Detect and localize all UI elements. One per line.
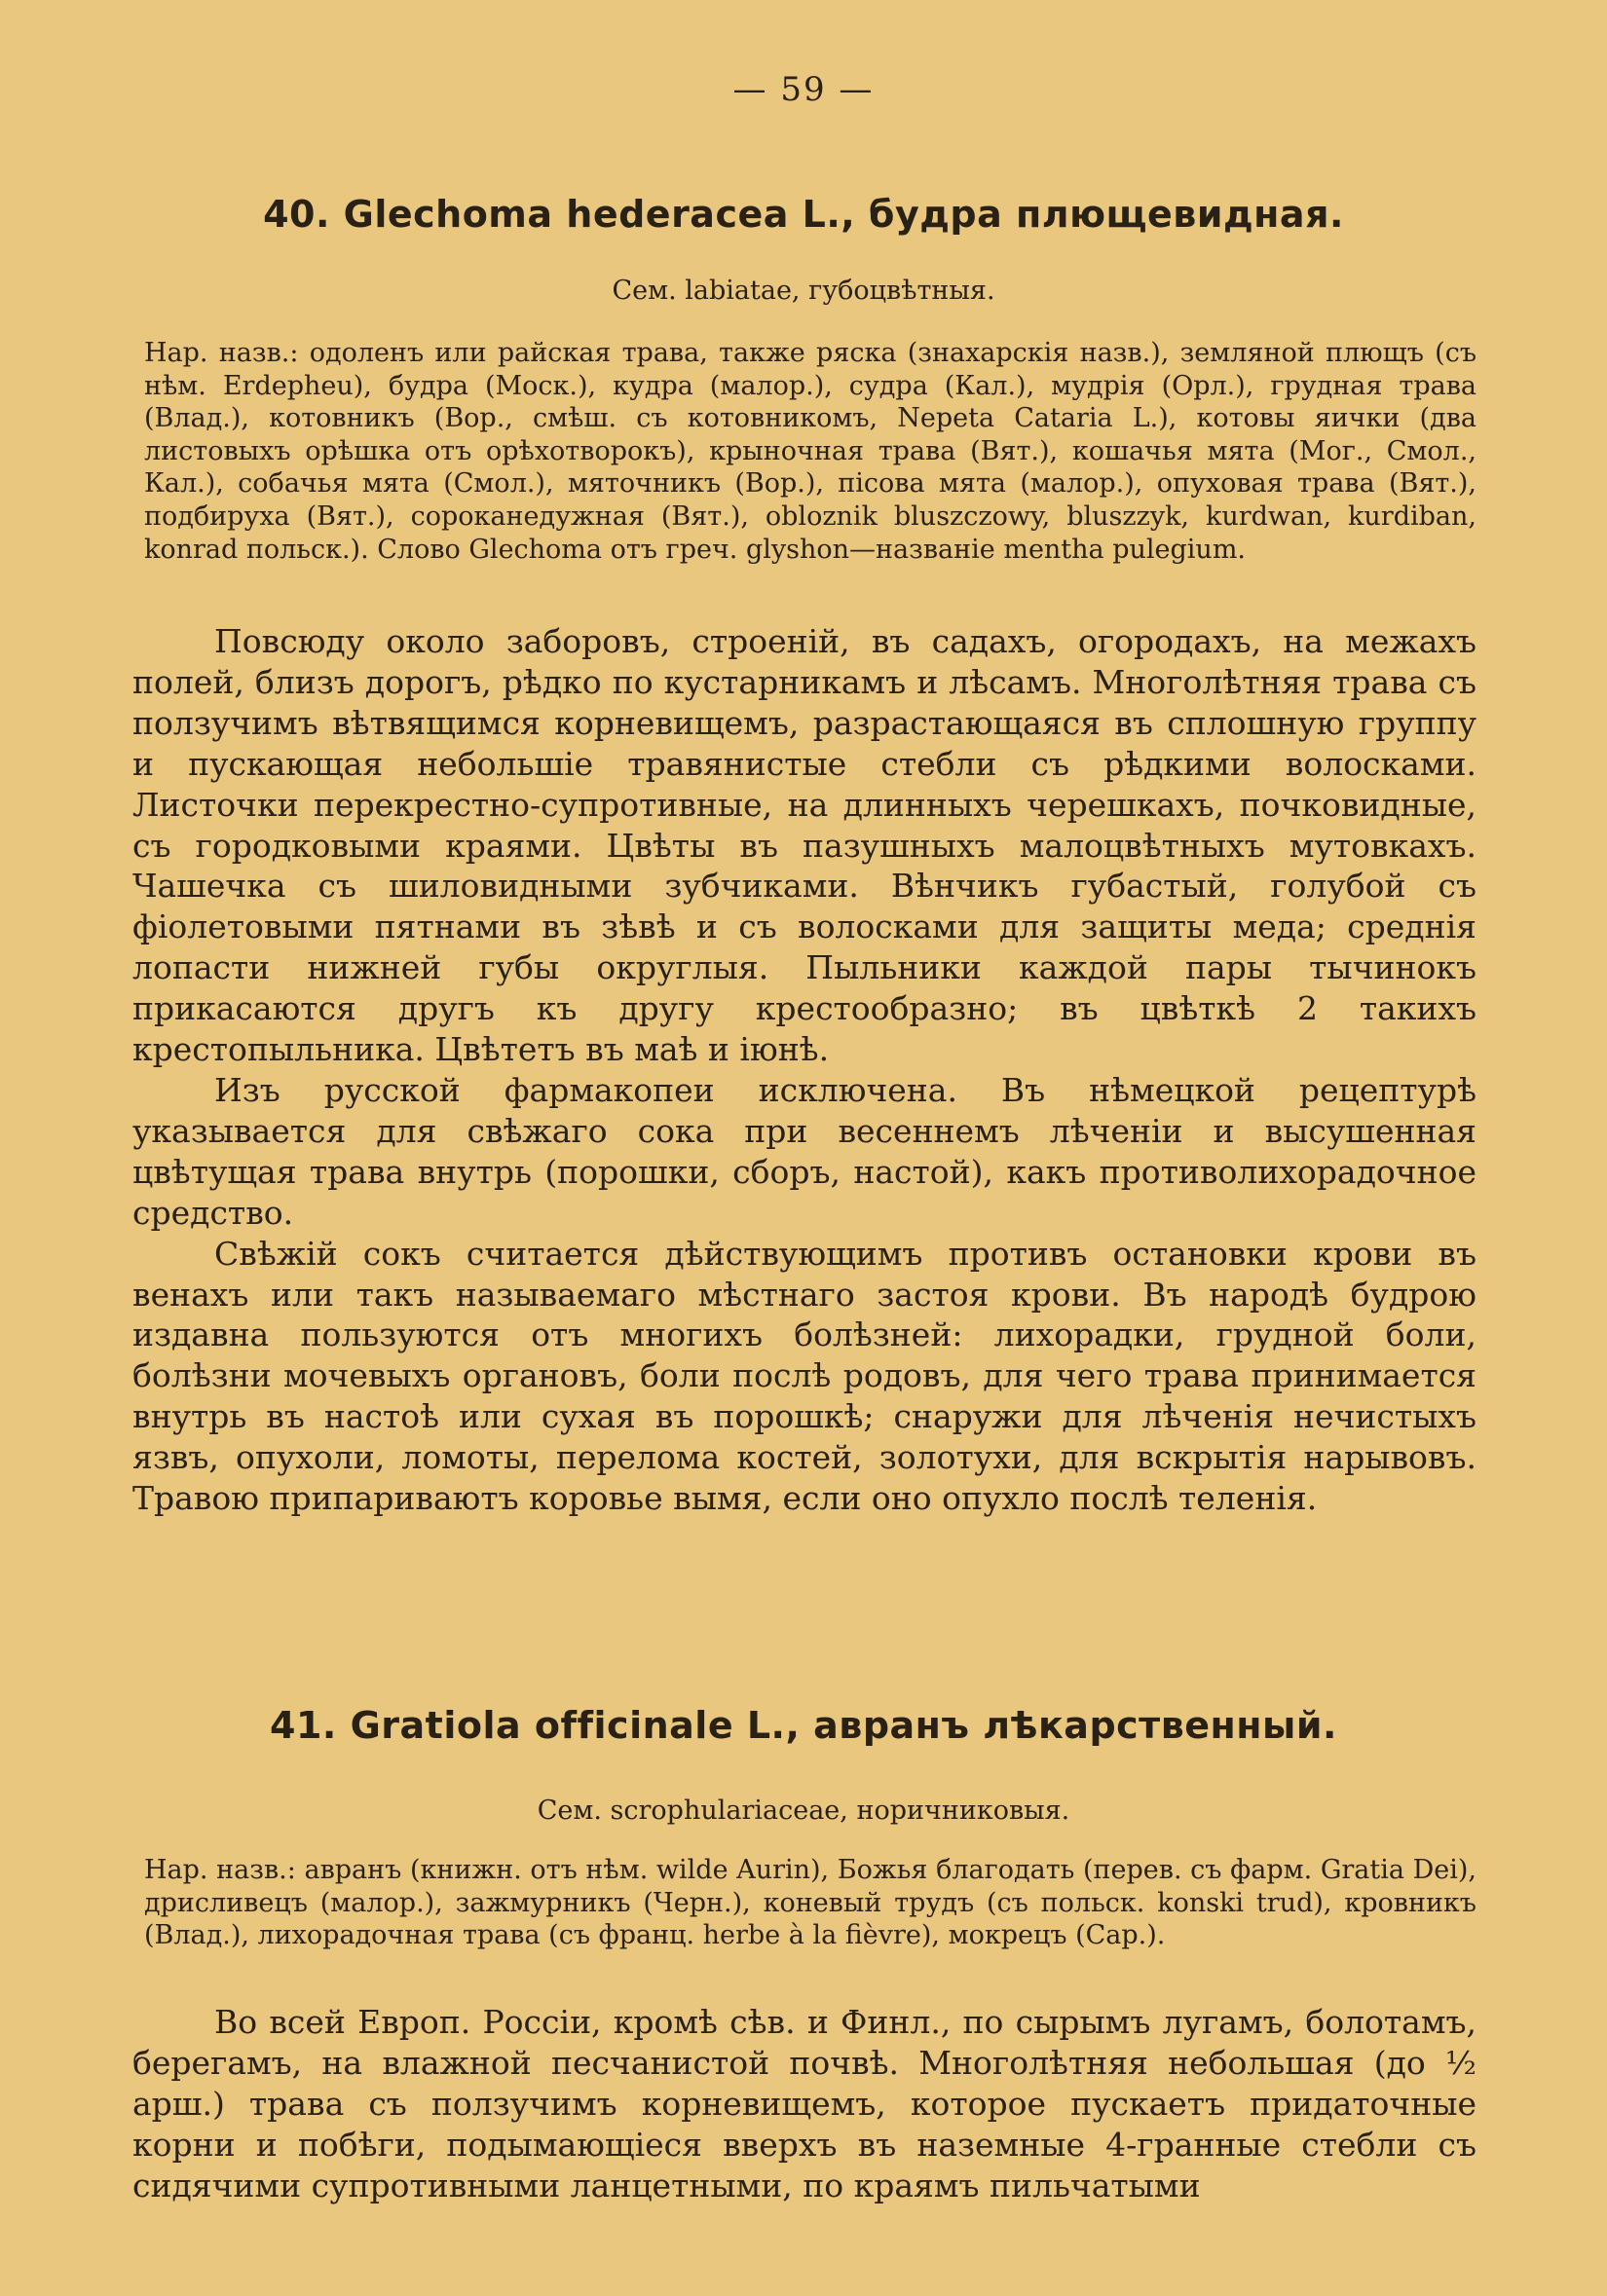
section-41-folk-names: Нар. назв.: авранъ (книжн. отъ нѣм. wilde Aurin), Божья благодать (перев. съ фарм. Gratia Dei), дрисливецъ (малор.), зажмурникъ (Черн.), коневый трудъ (съ польск. konski trud), кровникъ (Влад.), лихорадочная трава (съ франц. herbe à la fièvre), мокрецъ (Сар.).	[144, 1855, 1476, 1951]
section-40-paragraph-1: Повсюду около заборовъ, строеній, въ садахъ, огородахъ, на межахъ полей, близъ дорогъ, рѣдко по кустарникамъ и лѣсамъ. Многолѣтняя трава съ ползучимъ вѣтвящимся корневищемъ, разрастающаяся въ сплошную группу и пускающая небольшіе травянистые стебли съ рѣдкими волосками. Листочки перекрестно-супротивные, на длинныхъ черешкахъ, почковидные, съ городковыми краями. Цвѣты въ пазушныхъ малоцвѣтныхъ мутовкахъ. Чашечка съ шиловидными зубчиками. Вѣнчикъ губастый, голубой съ фіолетовыми пятнами въ зѣвѣ и съ волосками для защиты меда; среднія лопасти нижней губы округлыя. Пыльники каждой пары тычинокъ прикасаются другъ къ другу крестообразно; въ цвѣткѣ 2 такихъ крестопыльника. Цвѣтетъ въ маѣ и іюнѣ.	[132, 622, 1476, 1069]
section-40-body	[132, 621, 1476, 1519]
section-41-body	[132, 2002, 1476, 2206]
section-40-family: Сем. labiatae, губоцвѣтныя.	[612, 276, 995, 306]
section-41-heading: 41. Gratiola officinale L., авранъ лѣкарственный.	[270, 1704, 1337, 1747]
section-41-paragraph-1: Во всей Европ. Россіи, кромѣ сѣв. и Финл., по сырымъ лугамъ, болотамъ, берегамъ, на влажной песчанистой почвѣ. Многолѣтняя небольшая (до ½ арш.) трава съ ползучимъ корневищемъ, которое пускаетъ придаточные корни и побѣги, подымающіеся вверхъ въ наземные 4-гранные стебли съ сидячими супротивными ланцетными, по краямъ пильчатыми	[132, 2003, 1476, 2204]
section-41-family: Сем. scrophulariaceae, норичниковыя.	[537, 1796, 1070, 1826]
section-40-paragraph-3: Свѣжій сокъ считается дѣйствующимъ противъ остановки крови въ венахъ или такъ называемаго мѣстнаго застоя крови. Въ народѣ будрою издавна пользуются отъ многихъ болѣзней: лихорадки, грудной боли, болѣзни мочевыхъ органовъ, боли послѣ родовъ, для чего трава принимается внутрь въ настоѣ или сухая въ порошкѣ; снаружи для лѣченія нечистыхъ язвъ, опухоли, ломоты, перелома костей, золотухи, для вскрытія нарывовъ. Травою припариваютъ коровье вымя, если оно опухло послѣ теленія.	[132, 1234, 1476, 1518]
page-number: — 59 —	[732, 70, 875, 109]
section-40-folk-names: Нар. назв.: одоленъ или райская трава, также ряска (знахарскія назв.), земляной плющъ (съ нѣм. Erdepheu), будра (Моск.), кудра (малор.), судра (Кал.), мудрія (Орл.), грудная трава (Влад.), котовникъ (Вор., смѣш. съ котовникомъ, Nepeta Cataria L.), котовы яички (два листовыхъ орѣшка отъ орѣхотворокъ), крыночная трава (Вят.), кошачья мята (Мог., Смол., Кал.), собачья мята (Смол.), мяточникъ (Вор.), пісова мята (малор.), опуховая трава (Вят.), подбируха (Вят.), сороканедужная (Вят.), obloznik bluszczowy, bluszzyk, kurdwan, kurdiban, konrad польск.). Слово Glechoma отъ греч. glyshon—названіе mentha pulegium.	[144, 338, 1476, 565]
section-40-paragraph-2: Изъ русской фармакопеи исключена. Въ нѣмецкой рецептурѣ указывается для свѣжаго сока при весеннемъ лѣченіи и высушенная цвѣтущая трава внутрь (порошки, сборъ, настой), какъ противолихорадочное средство.	[132, 1070, 1476, 1232]
section-40-heading: 40. Glechoma hederacea L., будра плющевидная.	[263, 193, 1344, 236]
